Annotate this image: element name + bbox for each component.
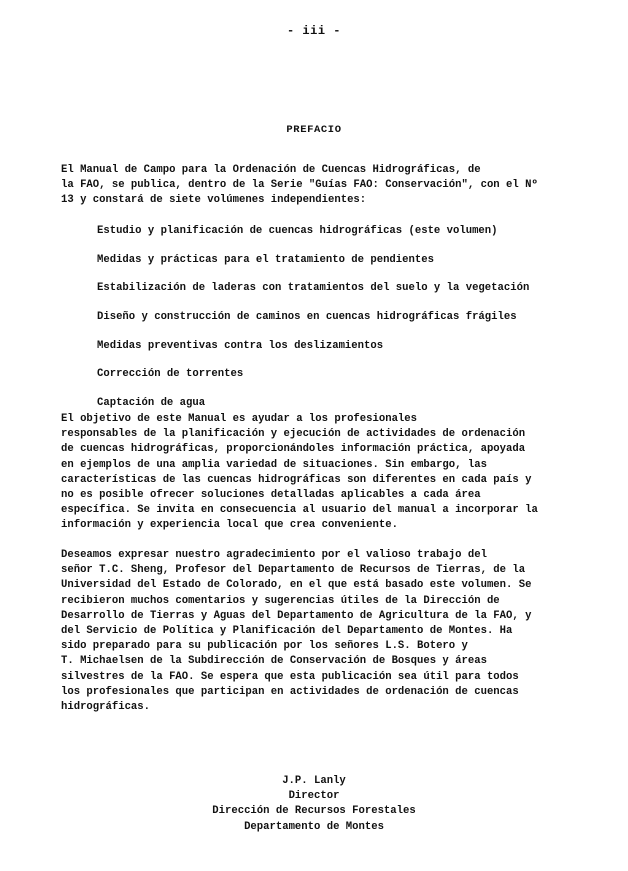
volume-list [97,224,597,425]
signer-department: Departamento de Montes [244,820,384,833]
intro-paragraph: El Manual de Campo para la Ordenación de Cuencas Hidrográficas, de la FAO, se publica, dentro de la Serie "Guías FAO: Conservación", con el Nº 13 y constará de siete volúmenes independientes: [61,164,538,207]
thanks-paragraph: Deseamos expresar nuestro agradecimiento por el valioso trabajo del señor T.C. Sheng, Profesor del Departamento de Recursos de Tierras, de la Universidad del Estado de Colorado, en el que está basado este volumen. Se recibieron muchos comentarios y sugerencias útiles de la Dirección de Desarrollo de Tierras y Aguas del Departamento de Agricultura de la FAO, y del Servicio de Política y Planificación del Departamento de Montes. Ha sido preparado para su publicación por los señores L.S. Botero y T. Michaelsen de la Subdirección de Conservación de Bosques y áreas silvestres de la FAO. Se espera que esta publicación sea útil para todos los profesionales que participan en actividades de ordenación de cuencas hidrográficas. [61,549,532,714]
list-item: Estabilización de laderas con tratamientos del suelo y la vegetación [97,282,530,295]
list-item: Diseño y construcción de caminos en cuencas hidrográficas frágiles [97,311,517,324]
page-title: PREFACIO [286,124,342,136]
list-item: Corrección de torrentes [97,368,244,381]
list-item: Medidas preventivas contra los deslizamientos [97,339,384,352]
signer-name: J.P. Lanly [282,775,346,787]
signer-title: Director [288,790,340,803]
list-item: Medidas y prácticas para el tratamiento de pendientes [97,253,434,266]
list-item: Estudio y planificación de cuencas hidrográficas (este volumen) [97,225,498,237]
signer-division: Dirección de Recursos Forestales [212,805,416,818]
page-number: - iii - [287,24,341,38]
list-item: Captación de agua [97,397,206,410]
signature-block [0,774,628,835]
objective-paragraph: El objetivo de este Manual es ayudar a los profesionales responsables de la planificación y ejecución de actividades de ordenación de cuencas hidrográficas, proporcionándoles información práctica, apoyada en ejemplos de una amplia variedad de situaciones. Sin embargo, las características de las cuencas hidrográficas son diferentes en cada país y no es posible ofrecer soluciones detalladas aplicables a cada área específica. Se invita en consecuencia al usuario del manual a incorporar la información y experiencia local que crea conveniente. [61,413,538,532]
